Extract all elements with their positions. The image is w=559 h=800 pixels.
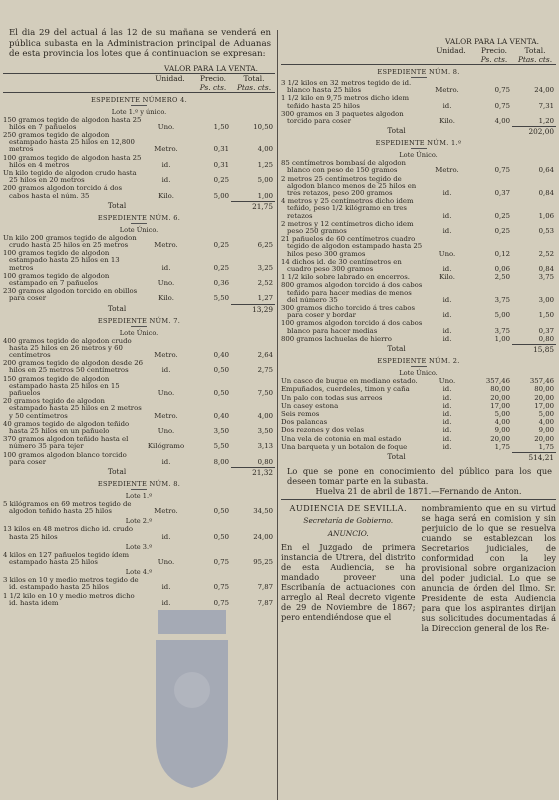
ps-header-right: Ps. cts. xyxy=(480,55,508,64)
item-unit: Uno. xyxy=(438,249,456,258)
ptas-header-right: Ptas. cts. xyxy=(517,55,553,64)
notice-left-col xyxy=(281,503,416,633)
total-row xyxy=(281,344,556,354)
right-table-body xyxy=(281,68,556,462)
item-total: 24,00 xyxy=(534,86,554,95)
item-total: 2,64 xyxy=(257,350,273,359)
table-row xyxy=(281,436,556,443)
item-price: 5,00 xyxy=(494,311,510,320)
item-unit: Uno. xyxy=(438,377,456,386)
table-row xyxy=(3,552,275,566)
table-row xyxy=(281,419,556,426)
item-description: Dos rezones y dos velas xyxy=(281,426,364,435)
item-price: 5,00 xyxy=(494,409,510,418)
item-unit: Metro. xyxy=(435,166,459,175)
item-unit: Kilo. xyxy=(439,117,455,126)
left-column xyxy=(3,0,275,800)
item-price: 3,75 xyxy=(494,326,510,335)
table-row xyxy=(281,221,556,235)
item-price: 0,75 xyxy=(213,558,229,567)
right-column xyxy=(281,0,556,800)
item-unit: Metro. xyxy=(154,507,178,516)
item-total: 0,80 xyxy=(257,457,273,466)
item-price: 0,25 xyxy=(494,227,510,236)
item-price: 3,50 xyxy=(213,427,229,435)
table-row xyxy=(3,526,275,540)
notice-subheading: Secretaría de Gobierno. xyxy=(303,515,394,525)
title-rule xyxy=(131,223,147,224)
total-value: 202,00 xyxy=(512,126,556,136)
table-row xyxy=(281,95,556,109)
title-rule xyxy=(131,489,147,490)
item-total: 95,25 xyxy=(253,558,273,567)
item-unit: id. xyxy=(161,263,171,272)
item-description: Un kilo tegido de algodon crudo hasta 25 hilos en 20 metros xyxy=(3,168,137,185)
item-description: 4 metros y 25 centímetros dicho idem teñido, peso 1/2 kilógramo en tres retazos xyxy=(281,197,414,220)
valor-header-right: VALOR PARA LA VENTA. xyxy=(445,37,539,46)
item-price: 5,50 xyxy=(213,442,229,451)
item-total: 2,52 xyxy=(257,278,273,287)
item-price: 0,25 xyxy=(213,263,229,272)
item-unit: Kilo. xyxy=(158,191,174,200)
item-description: 100 gramos tegido de algodon estampado hasta 25 hilos en 13 metros xyxy=(3,249,120,272)
title-rule xyxy=(411,366,427,367)
notice-section xyxy=(281,503,556,633)
column-separator xyxy=(277,30,278,800)
table-row xyxy=(281,274,556,281)
table-row xyxy=(3,436,275,450)
item-description: 14 dichos id. de 30 centímetros en cuadro peso 300 gramos xyxy=(281,257,402,274)
ps-header: Ps. cts. xyxy=(199,82,227,92)
lote-label: Lote Único. xyxy=(119,328,159,337)
item-total: 1,27 xyxy=(257,294,273,303)
item-price: 0,31 xyxy=(213,145,229,154)
item-description: 150 gramos tegido de algodon estampado hasta 25 hilos en 15 pañuelos xyxy=(3,374,120,397)
item-unit: Metro. xyxy=(154,411,178,420)
espediente-title: ESPEDIENTE NÚM. 7. xyxy=(97,316,181,325)
item-unit: id. xyxy=(442,434,452,443)
item-unit: id. xyxy=(161,457,171,466)
title-rule xyxy=(131,326,147,327)
item-total: 3,75 xyxy=(538,273,554,282)
espediente-title: ESPEDIENTE NÚM. 2. xyxy=(377,357,460,366)
item-unit: id. xyxy=(161,598,171,607)
table-row xyxy=(3,117,275,131)
item-total: 0,64 xyxy=(538,166,554,175)
item-price: 0,75 xyxy=(494,101,510,110)
item-price: 0,50 xyxy=(213,532,229,541)
lote-label: Lote Único. xyxy=(119,225,159,234)
item-unit: id. xyxy=(442,401,452,410)
table-row xyxy=(281,320,556,334)
total-row xyxy=(281,126,556,136)
item-total: 1,06 xyxy=(538,211,554,220)
table-row xyxy=(281,386,556,393)
item-total: 4,00 xyxy=(257,145,273,154)
item-price: 1,50 xyxy=(213,122,229,131)
item-total: 3,00 xyxy=(538,295,554,304)
item-total: 17,00 xyxy=(534,401,554,410)
item-total: 9,00 xyxy=(538,426,554,435)
item-description: 150 gramos tegido de algodon hasta 25 hilos en 7 pañuelos xyxy=(3,115,142,131)
item-unit: Metro. xyxy=(154,145,178,154)
left-table-header xyxy=(3,64,275,74)
unidad-header: Unidad. xyxy=(155,73,185,83)
item-price: 0,25 xyxy=(494,211,510,220)
notice-text-left: En el Juzgado de primera instancia de Utrera, del distrito de esta Audiencia, se ha mandado proveer una Escribanía de actuaciones con arreglo al Real decreto vigente de 29 de Noviembre de 1867; pero entendiéndose que el xyxy=(281,541,416,622)
precio-header-right: Precio. xyxy=(480,46,508,55)
item-unit: Kilógramo xyxy=(147,442,185,451)
item-total: 0,80 xyxy=(538,334,554,343)
espediente-title: ESPEDIENTE NÚM. 8. xyxy=(97,480,181,489)
item-description: 13 kilos en 48 metros dicho id. crudo hasta 25 hilos xyxy=(3,525,134,541)
item-total: 24,00 xyxy=(253,532,273,541)
table-row xyxy=(3,170,275,184)
title-rule xyxy=(131,105,147,106)
item-price: 20,00 xyxy=(490,434,510,443)
item-description: 100 gramos algodon blanco torcido para coser xyxy=(3,450,127,466)
total-row xyxy=(3,201,275,211)
closing-date: Huelva 21 de abril de 1871.—Fernando de Anton. xyxy=(315,485,522,496)
table-row xyxy=(281,236,556,258)
item-total: 0,84 xyxy=(538,265,554,274)
total-value: 13,29 xyxy=(231,304,275,314)
item-unit: id. xyxy=(442,101,452,110)
item-description: 200 gramos algodon torcido á dos cabos hasta el núm. 35 xyxy=(3,184,123,200)
item-description: 300 gramos en 3 paquetes algodon torcido para coser xyxy=(281,109,404,126)
item-description: Una barqueta y un botalon de foque xyxy=(281,442,408,451)
item-description: 200 gramos tegido de algodon desde 26 hilos en 25 metros 50 centímetros xyxy=(3,359,143,375)
item-description: Seis remos xyxy=(281,409,320,418)
total-label: Total xyxy=(387,126,406,136)
item-price: 0,06 xyxy=(494,265,510,274)
notice-title: ANUNCIO. xyxy=(327,528,369,538)
item-total: 80,00 xyxy=(534,385,554,394)
item-total: 1,20 xyxy=(538,117,554,126)
item-unit: id. xyxy=(442,385,452,394)
item-description: 800 gramos lachuelas de hierro xyxy=(281,334,392,343)
item-price: 0,75 xyxy=(494,86,510,95)
item-unit: Uno. xyxy=(157,122,175,131)
item-price: 1,00 xyxy=(494,334,510,343)
notice-divider xyxy=(281,499,556,500)
item-description: 1 1/2 kilo en 9,75 metros dicho idem teñido hasta 25 hilos xyxy=(281,94,410,110)
item-total: 7,31 xyxy=(538,101,554,110)
table-row xyxy=(281,427,556,434)
item-total: 7,87 xyxy=(257,583,273,592)
item-unit: id. xyxy=(442,393,452,402)
item-total: 20,00 xyxy=(534,434,554,443)
item-total: 3,25 xyxy=(257,263,273,272)
item-description: 370 gramos algodon teñido hasta el número 35 para tejer xyxy=(3,435,129,451)
item-total: 6,25 xyxy=(257,240,273,249)
item-description: 5 kilógramos en 69 metros tegido de algodon teñido hasta 25 hilos xyxy=(3,500,132,516)
total-label: Total xyxy=(387,344,406,354)
table-row xyxy=(281,378,556,385)
item-price: 0,50 xyxy=(213,366,229,375)
notice-text-right: nombramiento que en su virtud se haga será en comision y sin perjuicio de lo que se resuelva cuando se establezcan los Secretarios judiciales, de conformidad con la ley provisional sobre organizacion del poder judicial. Lo que se anuncia de órden del Ilmo. Sr. Presidente de esta Audiencia para que los aspirantes dirijan sus solicitudes documentadas á la Direccion general de los Re- xyxy=(421,502,556,633)
total-header: Total. xyxy=(243,73,265,83)
item-unit: Uno. xyxy=(157,558,175,567)
item-unit: Uno. xyxy=(157,278,175,287)
item-price: 0,50 xyxy=(213,507,229,516)
item-unit: id. xyxy=(442,409,452,418)
item-description: 100 gramos tegido de algodon hasta 25 hilos en 4 metros xyxy=(3,153,142,169)
item-unit: Kilo. xyxy=(439,273,455,282)
item-description: Un casey estona xyxy=(281,401,339,410)
item-description: 230 gramos algodon torcido en obillos para coser xyxy=(3,287,138,303)
table-row xyxy=(3,421,275,435)
item-unit: id. xyxy=(442,311,452,320)
item-unit: id. xyxy=(442,189,452,198)
table-row xyxy=(3,376,275,398)
lote-label: Lote 1.º xyxy=(125,492,153,501)
item-unit: id. xyxy=(161,176,171,185)
total-label: Total xyxy=(107,303,127,313)
item-total: 7,87 xyxy=(257,598,273,607)
total-row xyxy=(281,452,556,462)
total-header-right: Total. xyxy=(524,46,546,55)
item-unit: id. xyxy=(442,426,452,435)
item-description: Una vela de cotonia en mal estado xyxy=(281,434,402,443)
item-price: 0,40 xyxy=(213,350,229,359)
table-row xyxy=(281,403,556,410)
table-row xyxy=(281,259,556,273)
lote-label: Lote Único. xyxy=(399,369,438,378)
item-unit: id. xyxy=(161,583,171,592)
item-unit: id. xyxy=(161,366,171,375)
left-column-headers xyxy=(3,74,275,83)
table-row xyxy=(281,176,556,198)
item-price: 80,00 xyxy=(490,385,510,394)
item-total: 0,53 xyxy=(538,227,554,236)
item-total: 1,75 xyxy=(538,442,554,451)
item-price: 4,00 xyxy=(494,117,510,126)
item-price: 4,00 xyxy=(494,418,510,427)
item-total: 5,00 xyxy=(257,176,273,185)
intro-text: El dia 29 del actual á las 12 de su mañana se venderá en pública subasta en la Administracion principal de Aduanas de esta provincia los lotes que á continuacion se expresan: xyxy=(9,28,271,59)
item-description: 100 gramos algodon torcido á dos cabos blanco para hacer medias xyxy=(281,319,423,335)
item-total: 7,50 xyxy=(257,388,273,397)
item-total: 2,75 xyxy=(257,366,273,375)
table-row xyxy=(281,305,556,319)
lote-label: Lote 4.º xyxy=(125,568,153,577)
item-description: 1 1/2 kilo sobre labrado en encerros. xyxy=(281,273,410,282)
left-table-body xyxy=(3,96,275,608)
total-label: Total xyxy=(387,451,406,461)
total-value: 15,85 xyxy=(512,344,556,354)
item-price: 2,50 xyxy=(494,273,510,282)
table-row xyxy=(281,282,556,304)
item-description: Un kilo 200 gramos tegido de algodon crudo hasta 25 hilos en 25 metros xyxy=(3,233,137,249)
espediente-title: ESPEDIENTE NÚMERO 4. xyxy=(90,95,187,104)
notice-right-col xyxy=(422,503,557,633)
item-unit: Metro. xyxy=(154,240,178,249)
item-unit: id. xyxy=(161,160,171,169)
lote-label: Lote 3.º xyxy=(125,542,153,551)
lote-label: Lote 2.º xyxy=(125,517,153,526)
lote-label: Lote 1.º y único. xyxy=(111,107,167,116)
item-price: 5,00 xyxy=(213,191,229,200)
espediente-title: ESPEDIENTE NÚM. 1.º xyxy=(375,139,462,148)
item-price: 0,12 xyxy=(494,249,510,258)
right-table-header xyxy=(281,37,556,46)
item-unit: Uno. xyxy=(157,388,175,397)
item-description: Empuñados, cuerdeles, timon y caña xyxy=(281,385,410,394)
item-total: 34,50 xyxy=(253,507,273,516)
item-unit: id. xyxy=(442,265,452,274)
item-price: 0,31 xyxy=(213,160,229,169)
table-row xyxy=(3,398,275,420)
item-description: 3 1/2 kilos en 32 metros tegido de id. blanco hasta 25 hilos xyxy=(281,79,412,95)
item-unit: Kilo. xyxy=(158,294,174,303)
item-total: 0,84 xyxy=(538,189,554,198)
item-price: 1,75 xyxy=(494,442,510,451)
item-price: 0,25 xyxy=(213,240,229,249)
table-row xyxy=(281,336,556,343)
total-row xyxy=(3,467,275,477)
total-row xyxy=(3,304,275,314)
table-row xyxy=(3,288,275,302)
item-price: 5,50 xyxy=(213,294,229,303)
closing-text: Lo que se pone en conocimiento del público para los que deseen tomar parte en la subasta. xyxy=(287,465,552,486)
table-row xyxy=(281,395,556,402)
item-description: 20 gramos tegido de algodon estampado hasta 25 hilos en 2 metros y 50 centímetros xyxy=(3,397,142,420)
item-description: Un casco de buque en mediano estado. xyxy=(281,377,418,386)
item-total: 2,52 xyxy=(538,249,554,258)
item-description: Un palo con todas sus arreos xyxy=(281,393,383,402)
item-price: 0,75 xyxy=(213,598,229,607)
item-unit: id. xyxy=(442,442,452,451)
item-total: 1,25 xyxy=(257,160,273,169)
title-rule xyxy=(411,148,427,149)
item-description: 40 gramos tegido de algodon teñido hasta 25 hilos en un pañuelo xyxy=(3,419,130,435)
table-row xyxy=(3,577,275,591)
item-total: 1,00 xyxy=(257,191,273,200)
table-row xyxy=(3,235,275,249)
table-row xyxy=(281,160,556,174)
item-total: 3,50 xyxy=(257,427,273,435)
item-total: 4,00 xyxy=(257,411,273,420)
table-row xyxy=(281,411,556,418)
item-description: 250 gramos tegido de algodon estampado hasta 25 hilos en 12,800 metros xyxy=(3,130,135,154)
item-description: 1 1/2 kilo en 10 y medio metros dicho id. hasta idem xyxy=(3,591,135,607)
item-description: 400 gramos tegido de algodon crudo hasta 25 hilos en 26 metros y 60 centímetros xyxy=(3,336,132,359)
total-label: Total xyxy=(107,200,127,210)
item-total: 10,50 xyxy=(253,122,273,131)
table-row xyxy=(3,250,275,272)
table-row xyxy=(281,198,556,220)
total-label: Total xyxy=(107,467,127,477)
item-description: 300 gramos dicho torcido á tres cabos para coser y bordar xyxy=(281,304,416,320)
item-description: 85 centímetros bombasí de algodon blanco con peso de 150 gramos xyxy=(281,159,406,175)
item-total: 20,00 xyxy=(534,393,554,402)
item-description: 4 kilos en 127 pañuelos tegido ídem estampado hasta 25 hilos xyxy=(3,550,130,567)
item-unit: id. xyxy=(442,227,452,236)
item-unit: Metro. xyxy=(435,86,459,95)
right-column-headers xyxy=(281,46,556,55)
left-unit-headers xyxy=(3,83,275,93)
table-row xyxy=(3,593,275,607)
item-price: 0,75 xyxy=(213,583,229,592)
item-description: 3 kilos en 10 y medio metros tegido de id. estampado hasta 25 hilos xyxy=(3,576,139,592)
total-value: 514,21 xyxy=(512,452,556,462)
item-total: 0,37 xyxy=(538,326,554,335)
item-price: 9,00 xyxy=(494,426,510,435)
item-unit: Metro. xyxy=(154,350,178,359)
espediente-title: ESPEDIENTE NÚM. 8. xyxy=(377,68,460,76)
title-rule xyxy=(411,77,427,78)
item-price: 0,50 xyxy=(213,388,229,397)
item-description: 2 metros 25 centímetros tegido de algodon blanco menos de 25 hilos en tres retazos, peso 200 gramos xyxy=(281,174,417,198)
item-price: 20,00 xyxy=(490,393,510,402)
item-description: 21 pañuelos de 60 centímetros cuadro tegido de algodon estampado hasta 25 hilos peso 300 gramos xyxy=(281,235,423,258)
table-row xyxy=(3,155,275,169)
item-unit: id. xyxy=(442,295,452,304)
table-row xyxy=(3,185,275,199)
table-row xyxy=(281,111,556,125)
item-unit: id. xyxy=(442,334,452,343)
item-total: 1,50 xyxy=(538,311,554,320)
lote-label: Lote Único. xyxy=(399,151,438,160)
ptas-header: Ptas. cts. xyxy=(236,82,272,92)
item-unit: id. xyxy=(442,211,452,220)
item-price: 0,25 xyxy=(213,176,229,185)
item-price: 0,75 xyxy=(494,166,510,175)
item-price: 0,37 xyxy=(494,189,510,198)
valor-header: VALOR PARA LA VENTA. xyxy=(164,63,258,73)
espediente-title: ESPEDIENTE NÚM. 6. xyxy=(97,213,181,222)
notice-heading: AUDIENCIA DE SEVILLA. xyxy=(289,502,407,513)
table-row xyxy=(3,360,275,374)
table-row xyxy=(3,338,275,360)
total-value: 21,75 xyxy=(231,201,275,211)
item-unit: id. xyxy=(442,326,452,335)
precio-header: Precio. xyxy=(199,73,227,83)
total-value: 21,32 xyxy=(231,467,275,477)
item-description: Dos palancas xyxy=(281,418,328,427)
item-unit: Uno. xyxy=(157,427,175,435)
item-unit: id. xyxy=(442,418,452,427)
item-total: 5,00 xyxy=(538,409,554,418)
item-total: 4,00 xyxy=(538,418,554,427)
table-row xyxy=(281,444,556,451)
right-unit-headers xyxy=(281,55,556,65)
item-price: 0,36 xyxy=(213,278,229,287)
item-price: 3,75 xyxy=(494,295,510,304)
table-row xyxy=(281,80,556,94)
item-unit: id. xyxy=(161,532,171,541)
item-price: 0,40 xyxy=(213,411,229,420)
item-price: 17,00 xyxy=(490,401,510,410)
table-row xyxy=(3,452,275,466)
item-price: 8,00 xyxy=(213,457,229,466)
item-description: 2 metros y 12 centímetros dicho idem peso 250 gramos xyxy=(281,219,414,236)
unidad-header-right: Unidad. xyxy=(436,46,466,55)
table-row xyxy=(3,501,275,515)
item-description: 100 gramos tegido de algodon estampado en 7 pañuelos xyxy=(3,271,110,287)
table-row xyxy=(3,273,275,287)
table-row xyxy=(3,132,275,154)
item-description: 800 gramos algodon torcido á dos cabos teñido para hacer medias de menos del número 35 xyxy=(281,281,423,304)
item-total: 3,13 xyxy=(257,442,273,451)
item-price: 357,46 xyxy=(485,377,510,386)
item-total: 357,46 xyxy=(529,377,554,386)
